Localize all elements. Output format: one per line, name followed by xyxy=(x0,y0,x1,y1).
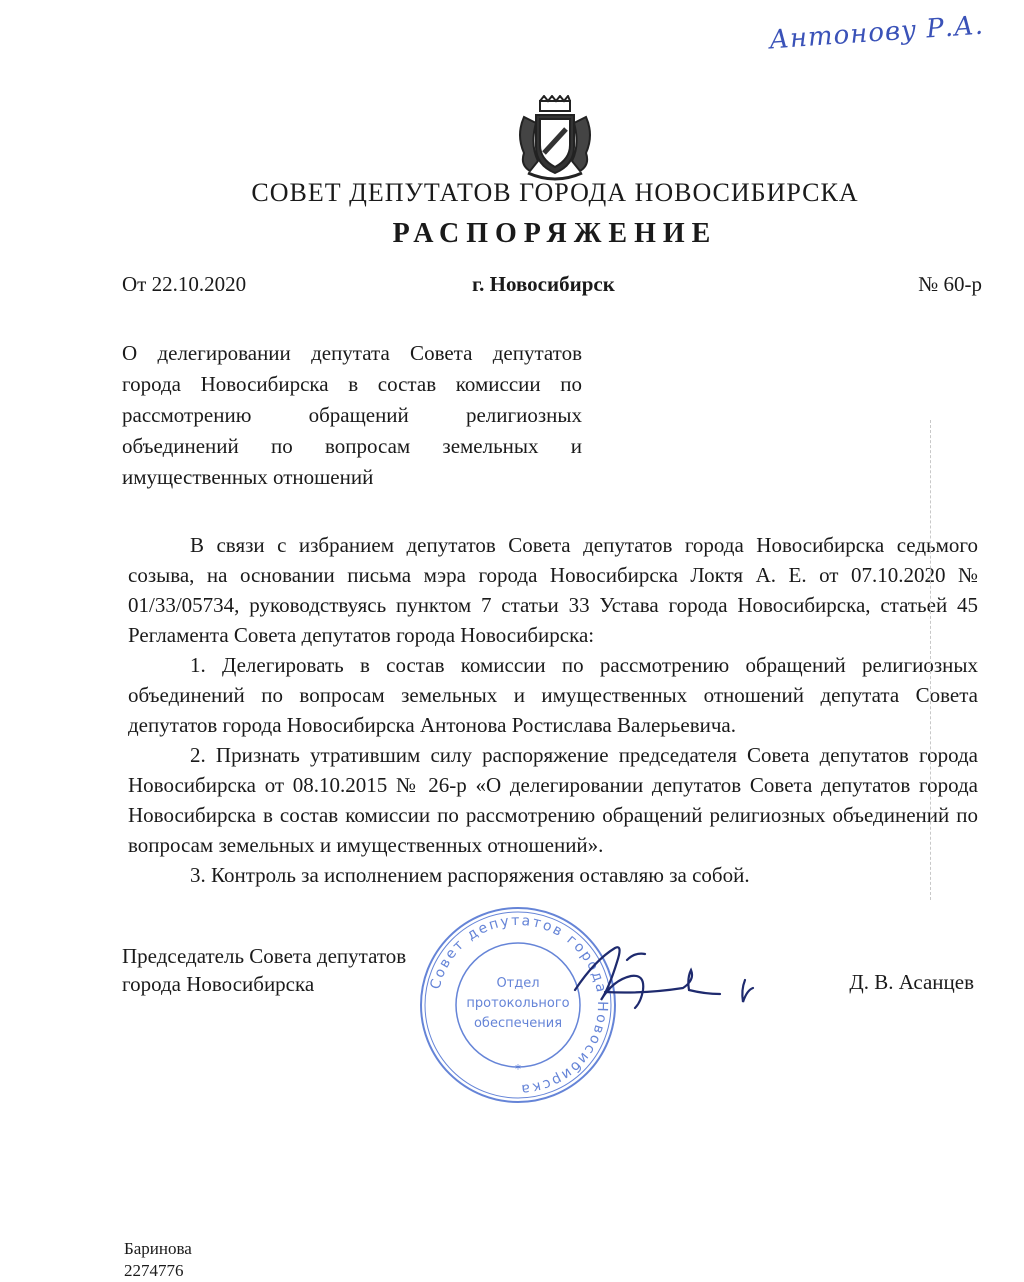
document-city: г. Новосибирск xyxy=(472,272,615,296)
executor-footer xyxy=(124,1238,192,1282)
signer-position xyxy=(122,942,406,998)
document-body xyxy=(128,530,978,890)
stamp-star-icon: * xyxy=(515,1062,521,1076)
scan-artifact-line xyxy=(930,420,933,900)
signer-position-line-1: Председатель Совета депутатов xyxy=(122,944,407,968)
handwritten-resolution-note: Антонову Р.А. xyxy=(768,10,985,56)
stamp-center-line-3: обеспечения xyxy=(473,1016,563,1031)
executor-name: Баринова xyxy=(124,1239,192,1258)
signer-name: Д. В. Асанцев xyxy=(849,970,974,994)
body-item-2: 2. Признать утратившим силу распоряжение председателя Совета депутатов города Новосибирска от 08.10.2015 № 26-р «О делегировании депутатов Совета депутатов города Новосибирска в состав комиссии по рассмотрению обращений религиозных объединений по вопросам земельных и имущественных отношений». xyxy=(128,743,978,857)
stamp-center-line-1: Отдел xyxy=(496,976,540,991)
document-subject: О делегировании депутата Совета депутатов города Новосибирска в состав комиссии по рассмотрению обращений религиозных объединений по вопросам земельных и имущественных отношений xyxy=(122,341,582,489)
document-number: № 60-р xyxy=(918,272,982,296)
organization-title: СОВЕТ ДЕПУТАТОВ ГОРОДА НОВОСИБИРСКА xyxy=(251,178,859,207)
signer-position-line-2: города Новосибирска xyxy=(122,972,315,996)
novosibirsk-coat-of-arms-icon xyxy=(510,95,600,185)
document-date: От 22.10.2020 xyxy=(122,272,247,296)
document-type-heading: РАСПОРЯЖЕНИЕ xyxy=(392,218,718,249)
executor-phone: 2274776 xyxy=(124,1261,184,1280)
body-item-1: 1. Делегировать в состав комиссии по рассмотрению обращений религиозных объединений по вопросам земельных и имущественных отношений депутата Совета депутатов города Новосибирска Антонова Ростислава Валерьевича. xyxy=(128,653,978,737)
body-preamble: В связи с избранием депутатов Совета депутатов города Новосибирска седьмого созыва, на основании письма мэра города Новосибирска Локтя А. Е. от 07.10.2020 № 01/33/05734, руководствуясь пунктом 7 статьи 33 Устава города Новосибирска, статьей 45 Регламента Совета депутатов города Новосибирска: xyxy=(128,533,978,647)
stamp-center-line-2: протокольного xyxy=(466,996,570,1011)
body-item-3: 3. Контроль за исполнением распоряжения оставляю за собой. xyxy=(190,863,750,887)
handwritten-signature xyxy=(565,930,775,1025)
stamp-ring-text: Совет депутатов города Новосибирска xyxy=(427,912,611,1098)
